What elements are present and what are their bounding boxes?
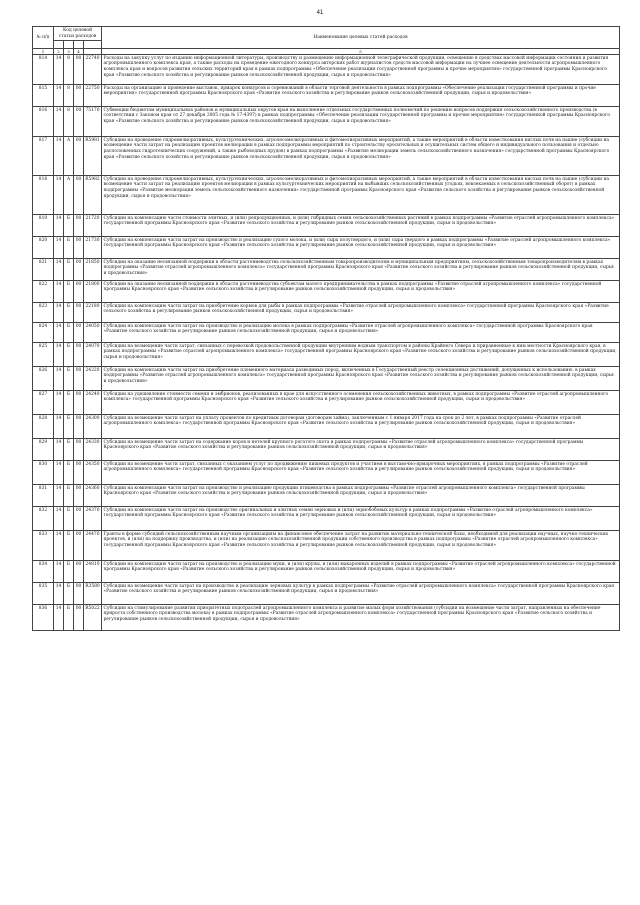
table-row (33, 107, 620, 137)
code-part-4: 24470 (84, 531, 102, 561)
table-row (33, 583, 620, 605)
code-part-2: Б (64, 461, 74, 485)
code-part-3: 00 (74, 439, 84, 461)
code-part-3: 00 (74, 485, 84, 507)
code-part-1: 14 (54, 583, 64, 605)
code-part-2: Б (64, 605, 74, 631)
header-num: № п/п (33, 27, 54, 49)
code-part-2: Б (64, 259, 74, 281)
target-articles-table (32, 26, 620, 631)
code-part-4: 24360 (84, 485, 102, 507)
code-part-2: Б (64, 583, 74, 605)
code-part-4: 21800 (84, 281, 102, 303)
code-part-3: 00 (74, 176, 84, 215)
code-part-2: 8 (64, 55, 74, 85)
code-part-2: А (64, 137, 74, 176)
row-number: 829 (33, 439, 54, 461)
table-row (33, 137, 620, 176)
header-code-4 (84, 41, 102, 49)
code-part-3: 00 (74, 303, 84, 323)
index-cell: 3 (64, 49, 74, 55)
code-part-4: 24330 (84, 439, 102, 461)
row-description: Субвенции бюджетам муниципальных районов и муниципальных округов края на выполнение отдельных государственных полномочий по решению вопросов поддержки сельскохозяйственного производства (в соответствии с Законом края от 27 декабря 2005 года № 17-4397) в рамках подпрограммы «Обеспечение реализации государственной программы и прочие мероприятия» государственной программы Красноярского края «Развитие сельского хозяйства и регулирование рынков сельскохозяйственной продукции, сырья и продовольствия» (102, 107, 620, 137)
code-part-1: 14 (54, 259, 64, 281)
row-description: Субсидии на компенсацию части затрат на приобретение племенного материала разводимых пород, включенных в Государственный реестр селекционных достижений, допущенных к использованию, в рамках подпрограммы «Развитие отраслей агропромышленного комплекса» государственной программы Красноярского края «Развитие сельского хозяйства и регулирование рынков сельскохозяйственной продукции, сырья и продовольствия» (102, 367, 620, 391)
code-part-1: 14 (54, 461, 64, 485)
code-part-4: 22750 (84, 85, 102, 107)
row-number: 821 (33, 259, 54, 281)
row-number: 830 (33, 461, 54, 485)
code-part-4: 24300 (84, 415, 102, 439)
table-row (33, 391, 620, 415)
page-number: 41 (316, 10, 324, 16)
code-part-1: 14 (54, 531, 64, 561)
row-number: 834 (33, 561, 54, 583)
code-part-4: 24370 (84, 507, 102, 531)
code-part-1: 14 (54, 85, 64, 107)
code-part-1: 14 (54, 323, 64, 343)
table-row (33, 237, 620, 259)
table-row (33, 176, 620, 215)
code-part-4: 22740 (84, 55, 102, 85)
row-number: 823 (33, 303, 54, 323)
table-row (33, 85, 620, 107)
code-part-3: 00 (74, 137, 84, 176)
table-row (33, 605, 620, 631)
code-part-1: 14 (54, 343, 64, 367)
table-row (33, 281, 620, 303)
code-part-4: 24810 (84, 561, 102, 583)
row-description: Субсидии на компенсацию части стоимости элитных, и (или) репродукционных, и (или) гибридных семян сельскохозяйственных растений в рамках подпрограммы «Развитие отраслей агропромышленного комплекса» государственной программы Красноярского края «Развитие сельского хозяйства и регулирование рынков сельскохозяйственной продукции, сырья и продовольствия» (102, 215, 620, 237)
code-part-2: Б (64, 531, 74, 561)
table-row (33, 303, 620, 323)
code-part-4: 22180 (84, 303, 102, 323)
code-part-3: 00 (74, 85, 84, 107)
code-part-3: 00 (74, 367, 84, 391)
code-part-1: 14 (54, 367, 64, 391)
header-code-1 (54, 41, 64, 49)
table-row (33, 485, 620, 507)
code-part-3: 00 (74, 281, 84, 303)
code-part-2: Б (64, 281, 74, 303)
row-description: Субсидии на компенсацию части затрат на производство оригинальных и элитных семян зерновых и (или) зернобобовых культур в рамках подпрограммы «Развитие отраслей агропромышленного комплекса» государственной программы Красноярского края «Развитие сельского хозяйства и регулирование рынков сельскохозяйственной продукции, сырья и продовольствия» (102, 507, 620, 531)
code-part-2: Б (64, 415, 74, 439)
table-row (33, 367, 620, 391)
row-description: Гранты в форме субсидий сельскохозяйственным научным организациям на финансовое обеспечение затрат на развитие материально-технической базы, необходимой для реализации научных, научно-технических проектов, и (или) на поддержку производства, и (или) на реализацию сельскохозяйственной продукции собственного производства в рамках подпрограммы «Развитие отраслей агропромышленного комплекса» государственной программы Красноярского края «Развитие сельского хозяйства и регулирование рынков сельскохозяйственной продукции, сырья и продовольствия» (102, 531, 620, 561)
code-part-4: 21720 (84, 215, 102, 237)
row-description: Субсидии на компенсацию части затрат на производство и реализацию продукции птицеводства в рамках подпрограммы «Развитие отраслей агропромышленного комплекса» государственной программы Красноярского края «Развитие сельского хозяйства и регулирование рынков сельскохозяйственной продукции, сырья и продовольствия» (102, 485, 620, 507)
row-description: Субсидии на компенсацию части затрат на производство и реализацию муки, и (или) крупы, и (или) макаронных изделий в рамках подпрограммы «Развитие отраслей агропромышленного комплекса» государственной программы Красноярского края «Развитие сельского хозяйства и регулирование рынков сельскохозяйственной продукции, сырья и продовольствия» (102, 561, 620, 583)
row-number: 824 (33, 323, 54, 343)
row-description: Субсидии на возмещение части затрат на производство и реализацию зерновых культур в рамках подпрограммы «Развитие отраслей агропромышленного комплекса» государственной программы Красноярского края «Развитие сельского хозяйства и регулирование рынков сельскохозяйственной продукции, сырья и продовольствия» (102, 583, 620, 605)
code-part-4: 24220 (84, 367, 102, 391)
header-code-group: Код целевой статьи расходов (54, 27, 102, 41)
header-name: Наименование целевых статей расходов (102, 27, 620, 49)
row-number: 836 (33, 605, 54, 631)
code-part-1: 14 (54, 281, 64, 303)
row-description: Субсидии на возмещение части затрат, связанных с оказанием услуг по продвижению пищевых продуктов и участием в выставочно-ярмарочных мероприятиях, в рамках подпрограммы «Развитие отраслей агропромышленного комплекса» государственной программы Красноярского края «Развитие сельского хозяйства и регулирование рынков сельскохозяйственной продукции, сырья и продовольствия» (102, 461, 620, 485)
index-cell: 5 (102, 49, 620, 55)
code-part-2: 8 (64, 107, 74, 137)
code-part-3: 00 (74, 215, 84, 237)
code-part-1: 14 (54, 55, 64, 85)
row-description: Субсидии на оказание несвязанной поддержки в области растениеводства субъектам малого предпринимательства в рамках подпрограммы «Развитие отраслей агропромышленного комплекса» государственной программы Красноярского края «Развитие сельского хозяйства и регулирование рынков сельскохозяйственной продукции, сырья и продовольствия» (102, 281, 620, 303)
row-description: Субсидии на оказание несвязанной поддержки в области растениеводства сельскохозяйственным товаропроизводителям и муниципальным предприятиям, сельскохозяйственным товаропроизводителям в рамках подпрограммы «Развитие отраслей агропромышленного комплекса» государственной программы Красноярского края «Развитие сельского хозяйства и регулирование рынков сельскохозяйственной продукции, сырья и продовольствия» (102, 259, 620, 281)
header-code-3 (74, 41, 84, 49)
code-part-3: 00 (74, 391, 84, 415)
code-part-2: Б (64, 367, 74, 391)
row-number: 825 (33, 343, 54, 367)
row-number: 832 (33, 507, 54, 531)
row-description: Расходы на организацию и проведение выставок, ярмарок конкурсов и соревнований в области торговой деятельности в рамках подпрограммы «Обеспечение реализации государственной программы и прочие мероприятия» государственной программы Красноярского края «Развитие сельского хозяйства и регулирование рынков сельскохозяйственной продукции, сырья и продовольствия» (102, 85, 620, 107)
code-part-1: 14 (54, 303, 64, 323)
code-part-2: Б (64, 215, 74, 237)
code-part-3: 00 (74, 259, 84, 281)
row-number: 818 (33, 176, 54, 215)
code-part-1: 14 (54, 605, 64, 631)
code-part-2: Б (64, 561, 74, 583)
table-row (33, 55, 620, 85)
row-number: 817 (33, 137, 54, 176)
code-part-2: Б (64, 439, 74, 461)
table-row (33, 561, 620, 583)
table-row (33, 259, 620, 281)
table-row (33, 415, 620, 439)
code-part-1: 14 (54, 507, 64, 531)
row-number: 826 (33, 367, 54, 391)
code-part-2: Б (64, 507, 74, 531)
code-part-4: 24240 (84, 391, 102, 415)
code-part-3: 00 (74, 415, 84, 439)
code-part-3: 00 (74, 605, 84, 631)
code-part-3: 00 (74, 237, 84, 259)
code-part-1: 14 (54, 415, 64, 439)
code-part-4: R5982 (84, 176, 102, 215)
index-cell: 1 (33, 49, 54, 55)
code-part-2: Б (64, 485, 74, 507)
code-part-3: 00 (74, 583, 84, 605)
row-number: 815 (33, 85, 54, 107)
code-part-3: 00 (74, 531, 84, 561)
table-row (33, 215, 620, 237)
code-part-2: Б (64, 391, 74, 415)
header-code-2 (64, 41, 74, 49)
row-number: 820 (33, 237, 54, 259)
code-part-3: 00 (74, 461, 84, 485)
row-description: Субсидии на проведение гидромелиоративных, культуртехнических, агролесомелиоративных и фитомелиоративных мероприятий, а также мероприятий в области известкования кислых почв на пашне (субсидии на возмещение части затрат на реализацию проектов мелиорации в рамках подпрограммы мероприятий по строительству оросительных и осушительных систем общего и индивидуального пользования и отдельно расположенных гидротехнических сооружений, а также рыбоводных прудов) в рамках подпрограммы «Развитие мелиорации земель сельскохозяйственного назначения» государственной программы Красноярского края «Развитие сельского хозяйства и регулирование рынков сельскохозяйственной продукции, сырья и продовольствия» (102, 137, 620, 176)
code-part-2: Б (64, 303, 74, 323)
code-part-2: 8 (64, 85, 74, 107)
table-row (33, 439, 620, 461)
code-part-4: R5022 (84, 605, 102, 631)
row-description: Субсидии на компенсацию части затрат на приобретение кормов для рыбы в рамках подпрограммы «Развитие отраслей агропромышленного комплекса» государственной программы Красноярского края «Развитие сельского хозяйства и регулирование рынков сельскохозяйственной продукции, сырья и продовольствия» (102, 303, 620, 323)
row-description: Субсидии на стимулирование развития приоритетных подотраслей агропромышленного комплекса и развитие малых форм хозяйствования (субсидии на возмещение части затрат, направленных на обеспечение прироста собственного производства молока) в рамках подпрограммы «Развитие отраслей агропромышленного комплекса» государственной программы Красноярского края «Развитие сельского хозяйства и регулирование рынков сельскохозяйственной продукции, сырья и продовольствия» (102, 605, 620, 631)
code-part-1: 14 (54, 215, 64, 237)
row-description: Субсидии на удешевление стоимости семени и эмбрионов, реализованных в крае для искусственного осеменения сельскохозяйственных животных, в рамках подпрограммы «Развитие отраслей агропромышленного комплекса» государственной программы Красноярского края «Развитие сельского хозяйства и регулирование рынков сельскохозяйственной продукции, сырья и продовольствия» (102, 391, 620, 415)
row-description: Субсидии на проведение гидромелиоративных, культуртехнических, агролесомелиоративных и фитомелиоративных мероприятий, а также мероприятий в области известкования кислых почв на пашне (субсидии на возмещение части затрат на реализацию проектов мелиорации в рамках культуртехнических мероприятий на выбывших сельскохозяйственных угодьях, вовлекаемых в сельскохозяйственный оборот) в рамках подпрограммы «Развитие мелиорации земель сельскохозяйственного назначения» государственной программы Красноярского края «Развитие сельского хозяйства и регулирование рынков сельскохозяйственной продукции, сырья и продовольствия» (102, 176, 620, 215)
row-description: Субсидии на компенсацию части затрат на производство и реализацию сухого молока, и (или) сыра полутвердого, и (или) сыра твердого в рамках подпрограммы «Развитие отраслей агропромышленного комплекса» государственной программы Красноярского края «Развитие сельского хозяйства и регулирование рынков сельскохозяйственной продукции, сырья и продовольствия» (102, 237, 620, 259)
code-part-4: 24070 (84, 343, 102, 367)
code-part-1: 14 (54, 137, 64, 176)
index-cell: 4 (74, 49, 84, 55)
code-part-3: 00 (74, 561, 84, 583)
code-part-2: Б (64, 343, 74, 367)
table-row (33, 343, 620, 367)
code-part-3: 00 (74, 507, 84, 531)
row-number: 833 (33, 531, 54, 561)
code-part-4: 24350 (84, 461, 102, 485)
code-part-4: 24050 (84, 323, 102, 343)
table-row (33, 531, 620, 561)
code-part-2: А (64, 176, 74, 215)
code-part-2: Б (64, 323, 74, 343)
row-number: 835 (33, 583, 54, 605)
table-row (33, 323, 620, 343)
table-body (33, 55, 620, 631)
table-row (33, 461, 620, 485)
code-part-3: 00 (74, 107, 84, 137)
code-part-1: 14 (54, 107, 64, 137)
code-part-3: 00 (74, 55, 84, 85)
row-number: 822 (33, 281, 54, 303)
row-number: 828 (33, 415, 54, 439)
code-part-1: 14 (54, 176, 64, 215)
code-part-4: 21850 (84, 259, 102, 281)
code-part-1: 14 (54, 391, 64, 415)
code-part-4: 75170 (84, 107, 102, 137)
row-number: 819 (33, 215, 54, 237)
code-part-4: R5981 (84, 137, 102, 176)
code-part-4: 21730 (84, 237, 102, 259)
code-part-4: R3580 (84, 583, 102, 605)
row-description: Расходы на закупку услуг по изданию информационной литературы, производству и размещению информационной телеграфической продукции, освещению в средствах массовой информации состояния и развития агропромышленного комплекса края, а также расходы на проведение ежегодного конкурса авторских работ журналистов средств массовой информации на лучшее освещение деятельности агропромышленного комплекса края и вопросов развития сельских территорий края в рамках подпрограммы «Обеспечение реализации государственной программы и прочие мероприятия» государственной программы Красноярского края «Развитие сельского хозяйства и регулирование рынков сельскохозяйственной продукции, сырья и продовольствия» (102, 55, 620, 85)
code-part-3: 00 (74, 323, 84, 343)
code-part-1: 14 (54, 485, 64, 507)
code-part-1: 14 (54, 237, 64, 259)
row-description: Субсидии на возмещение части затрат на содержание коров и нетелей крупного рогатого скота в рамках подпрограммы «Развитие отраслей агропромышленного комплекса» государственной программы Красноярского края «Развитие сельского хозяйства и регулирование рынков сельскохозяйственной продукции, сырья и продовольствия» (102, 439, 620, 461)
row-description: Субсидии на компенсацию части затрат на производство и реализацию молока в рамках подпрограммы «Развитие отраслей агропромышленного комплекса» государственной программы Красноярского края «Развитие сельского хозяйства и регулирование рынков сельскохозяйственной продукции, сырья и продовольствия» (102, 323, 620, 343)
index-cell: 2 (54, 49, 64, 55)
code-part-1: 14 (54, 561, 64, 583)
row-number: 814 (33, 55, 54, 85)
code-part-1: 14 (54, 439, 64, 461)
table-row (33, 507, 620, 531)
row-number: 827 (33, 391, 54, 415)
row-description: Субсидии на возмещение части затрат, связанных с перевозкой продовольственной продукции внутренним водным транспортом в районы Крайнего Севера и приравненные к ним местности Красноярского края, в рамках подпрограммы «Развитие отраслей агропромышленного комплекса» государственной программы Красноярского края «Развитие сельского хозяйства и регулирование рынков сельскохозяйственной продукции, сырья и продовольствия» (102, 343, 620, 367)
row-number: 831 (33, 485, 54, 507)
code-part-2: Б (64, 237, 74, 259)
row-description: Субсидии на возмещение части затрат на уплату процентов по кредитным договорам (договорам займа), заключенным с 1 января 2017 года на срок до 2 лет, в рамках подпрограммы «Развитие отраслей агропромышленного комплекса» государственной программы Красноярского края «Развитие сельского хозяйства и регулирование рынков сельскохозяйственной продукции, сырья и продовольствия» (102, 415, 620, 439)
code-part-3: 00 (74, 343, 84, 367)
row-number: 816 (33, 107, 54, 137)
